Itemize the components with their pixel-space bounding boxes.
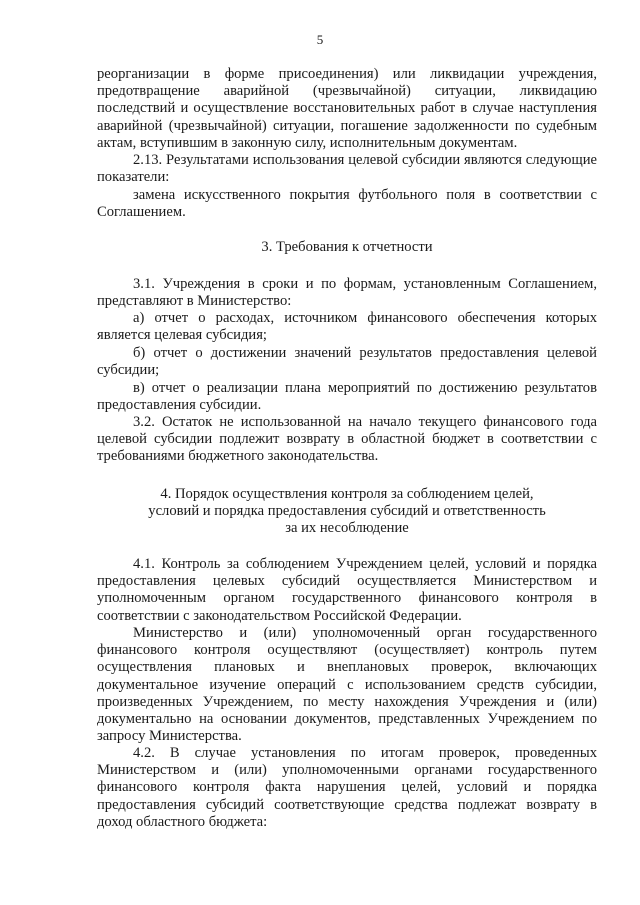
paragraph-3-1-c: в) отчет о реализации плана мероприятий по достижению результатов предоставления субсидии. <box>97 380 597 414</box>
paragraph-3-1-b: б) отчет о достижении значений результатов предоставления целевой субсидии; <box>97 345 597 379</box>
paragraph-3-1-a: а) отчет о расходах, источником финансового обеспечения которых является целевая субсидия; <box>97 310 597 344</box>
paragraph-2-13: 2.13. Результатами использования целевой субсидии являются следующие показатели: <box>97 152 597 186</box>
paragraph-reorganization: реорганизации в форме присоединения) или ликвидации учреждения, предотвращение аварийной (чрезвычайной) ситуации, ликвидацию последствий и осуществление восстановительных работ в случае наступления аварийной (чрезвычайной) ситуации, погашение задолженности по судебным актам, вступившим в законную силу, исполнительным документам. <box>97 66 597 151</box>
paragraph-4-2: 4.2. В случае установления по итогам проверок, проведенных Министерством и (или) уполномоченными органами государственного финансового контроля факта нарушения целей, условий и порядка предоставления субсидий соответствующие средства подлежат возврату в доход областного бюджета: <box>97 745 597 830</box>
paragraph-4-1: 4.1. Контроль за соблюдением Учреждением целей, условий и порядка предоставления целевых субсидий осуществляется Министерством и уполномоченным органом государственного финансового контроля в соответствии с законодательством Российской Федерации. <box>97 556 597 624</box>
section-4-heading-line-1: 4. Порядок осуществления контроля за соблюдением целей, <box>160 486 534 502</box>
page-number: 5 <box>316 32 324 47</box>
paragraph-ministry-control: Министерство и (или) уполномоченный орган государственного финансового контроля осуществляют (осуществляет) контроль путем осуществления плановых и внеплановых проверок, включающих документальное изучение операций с использованием средств субсидии, произведенных Учреждением, по месту нахождения Учреждения и (или) документально на основании документов, представленных Учреждением по запросу Министерства. <box>97 625 597 745</box>
section-4-heading-line-3: за их несоблюдение <box>285 520 409 536</box>
paragraph-3-1: 3.1. Учреждения в сроки и по формам, установленным Соглашением, представляют в Министерство: <box>97 276 597 310</box>
section-3-heading: 3. Требования к отчетности <box>261 239 433 255</box>
section-4-heading-line-2: условий и порядка предоставления субсидий и ответственность <box>148 503 546 519</box>
paragraph-field-replacement: замена искусственного покрытия футбольного поля в соответствии с Соглашением. <box>97 187 597 221</box>
paragraph-3-2: 3.2. Остаток не использованной на начало текущего финансового года целевой субсидии подлежит возврату в областной бюджет в соответствии с требованиями бюджетного законодательства. <box>97 414 597 465</box>
